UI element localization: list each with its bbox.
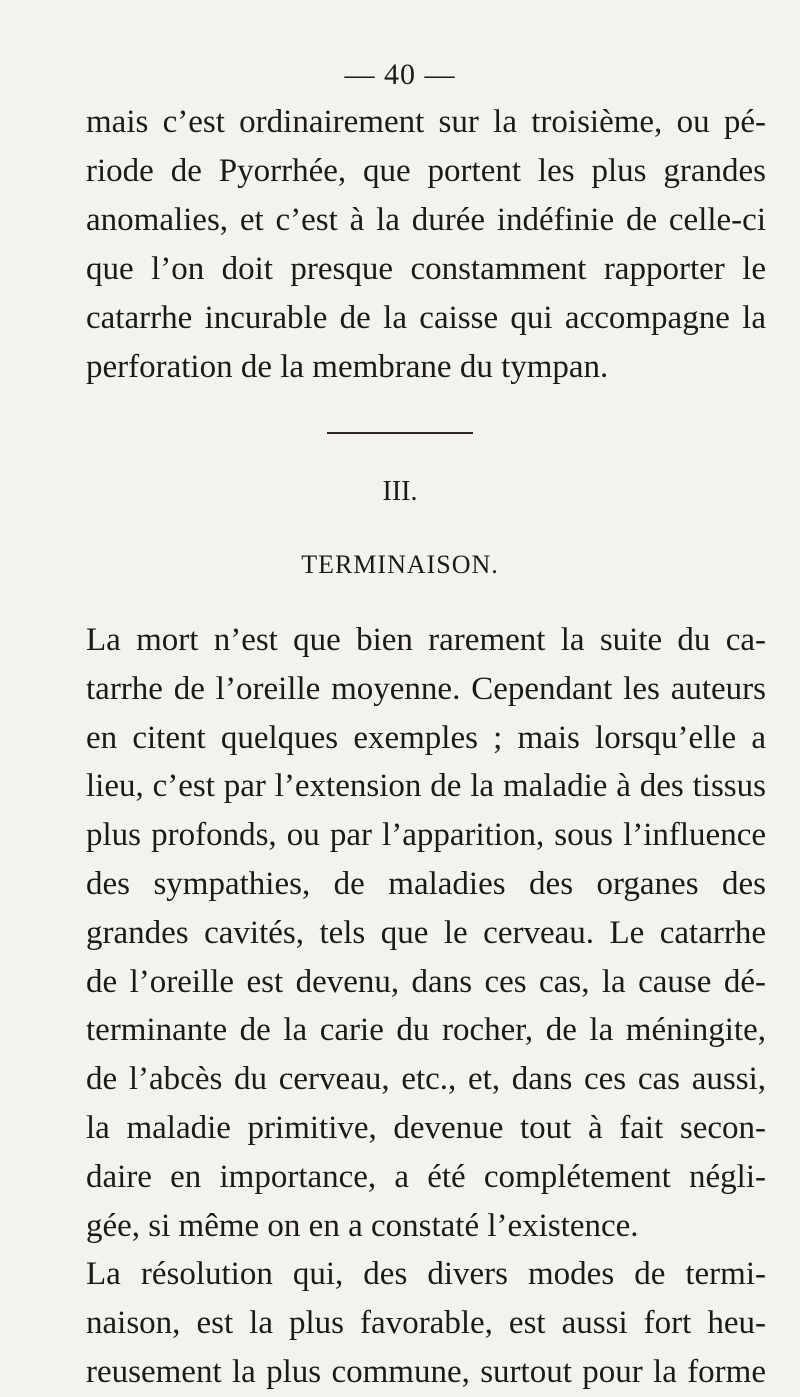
paragraph-terminaison <box>86 616 766 1397</box>
text-line: La résolution qui, des divers modes de termi- <box>86 1256 766 1293</box>
text-line: reusement la plus commune, surtout pour la forme <box>86 1353 766 1390</box>
text-line: la maladie primitive, devenue tout à fait secon- <box>86 1109 766 1146</box>
text-line: plus profonds, ou par l’apparition, sous l’influence <box>86 817 766 854</box>
text-line: que l’on doit presque constamment rapporter le <box>86 251 766 287</box>
section-number: III. <box>382 476 418 507</box>
text-line: en citent quelques exemples ; mais lorsqu’elle a <box>86 719 766 756</box>
text-line: mais c’est ordinairement sur la troisième, ou pé- <box>86 104 766 140</box>
text-line: catarrhe incurable de la caisse qui accompagne la <box>86 300 766 336</box>
section-divider <box>327 432 473 434</box>
text-line: terminante de la carie du rocher, de la méningite, <box>86 1012 766 1049</box>
text-line: perforation de la membrane du tympan. <box>86 349 609 385</box>
text-line: de l’oreille est devenu, dans ces cas, la cause dé- <box>86 963 766 1000</box>
text-line: naison, est la plus favorable, est aussi fort heu- <box>86 1305 766 1342</box>
section-title: TERMINAISON. <box>301 550 499 579</box>
text-line: lieu, c’est par l’extension de la maladie à des tissus <box>86 768 766 805</box>
page-number: — 40 — <box>344 58 456 91</box>
text-line: tarrhe de l’oreille moyenne. Cependant les auteurs <box>86 670 766 707</box>
text-line: grandes cavités, tels que le cerveau. Le catarrhe <box>86 914 766 951</box>
text-line: gée, si même on en a constaté l’existence. <box>86 1207 639 1244</box>
paragraph-periode <box>86 98 766 392</box>
text-line: daire en importance, a été complétement négli- <box>86 1158 766 1195</box>
text-line: riode de Pyorrhée, que portent les plus grandes <box>86 153 766 189</box>
text-line: La mort n’est que bien rarement la suite du ca- <box>86 622 766 658</box>
text-line: de l’abcès du cerveau, etc., et, dans ces cas aussi, <box>86 1061 766 1098</box>
text-line: des sympathies, de maladies des organes des <box>86 865 766 902</box>
text-line: anomalies, et c’est à la durée indéfinie de celle-ci <box>86 202 766 238</box>
